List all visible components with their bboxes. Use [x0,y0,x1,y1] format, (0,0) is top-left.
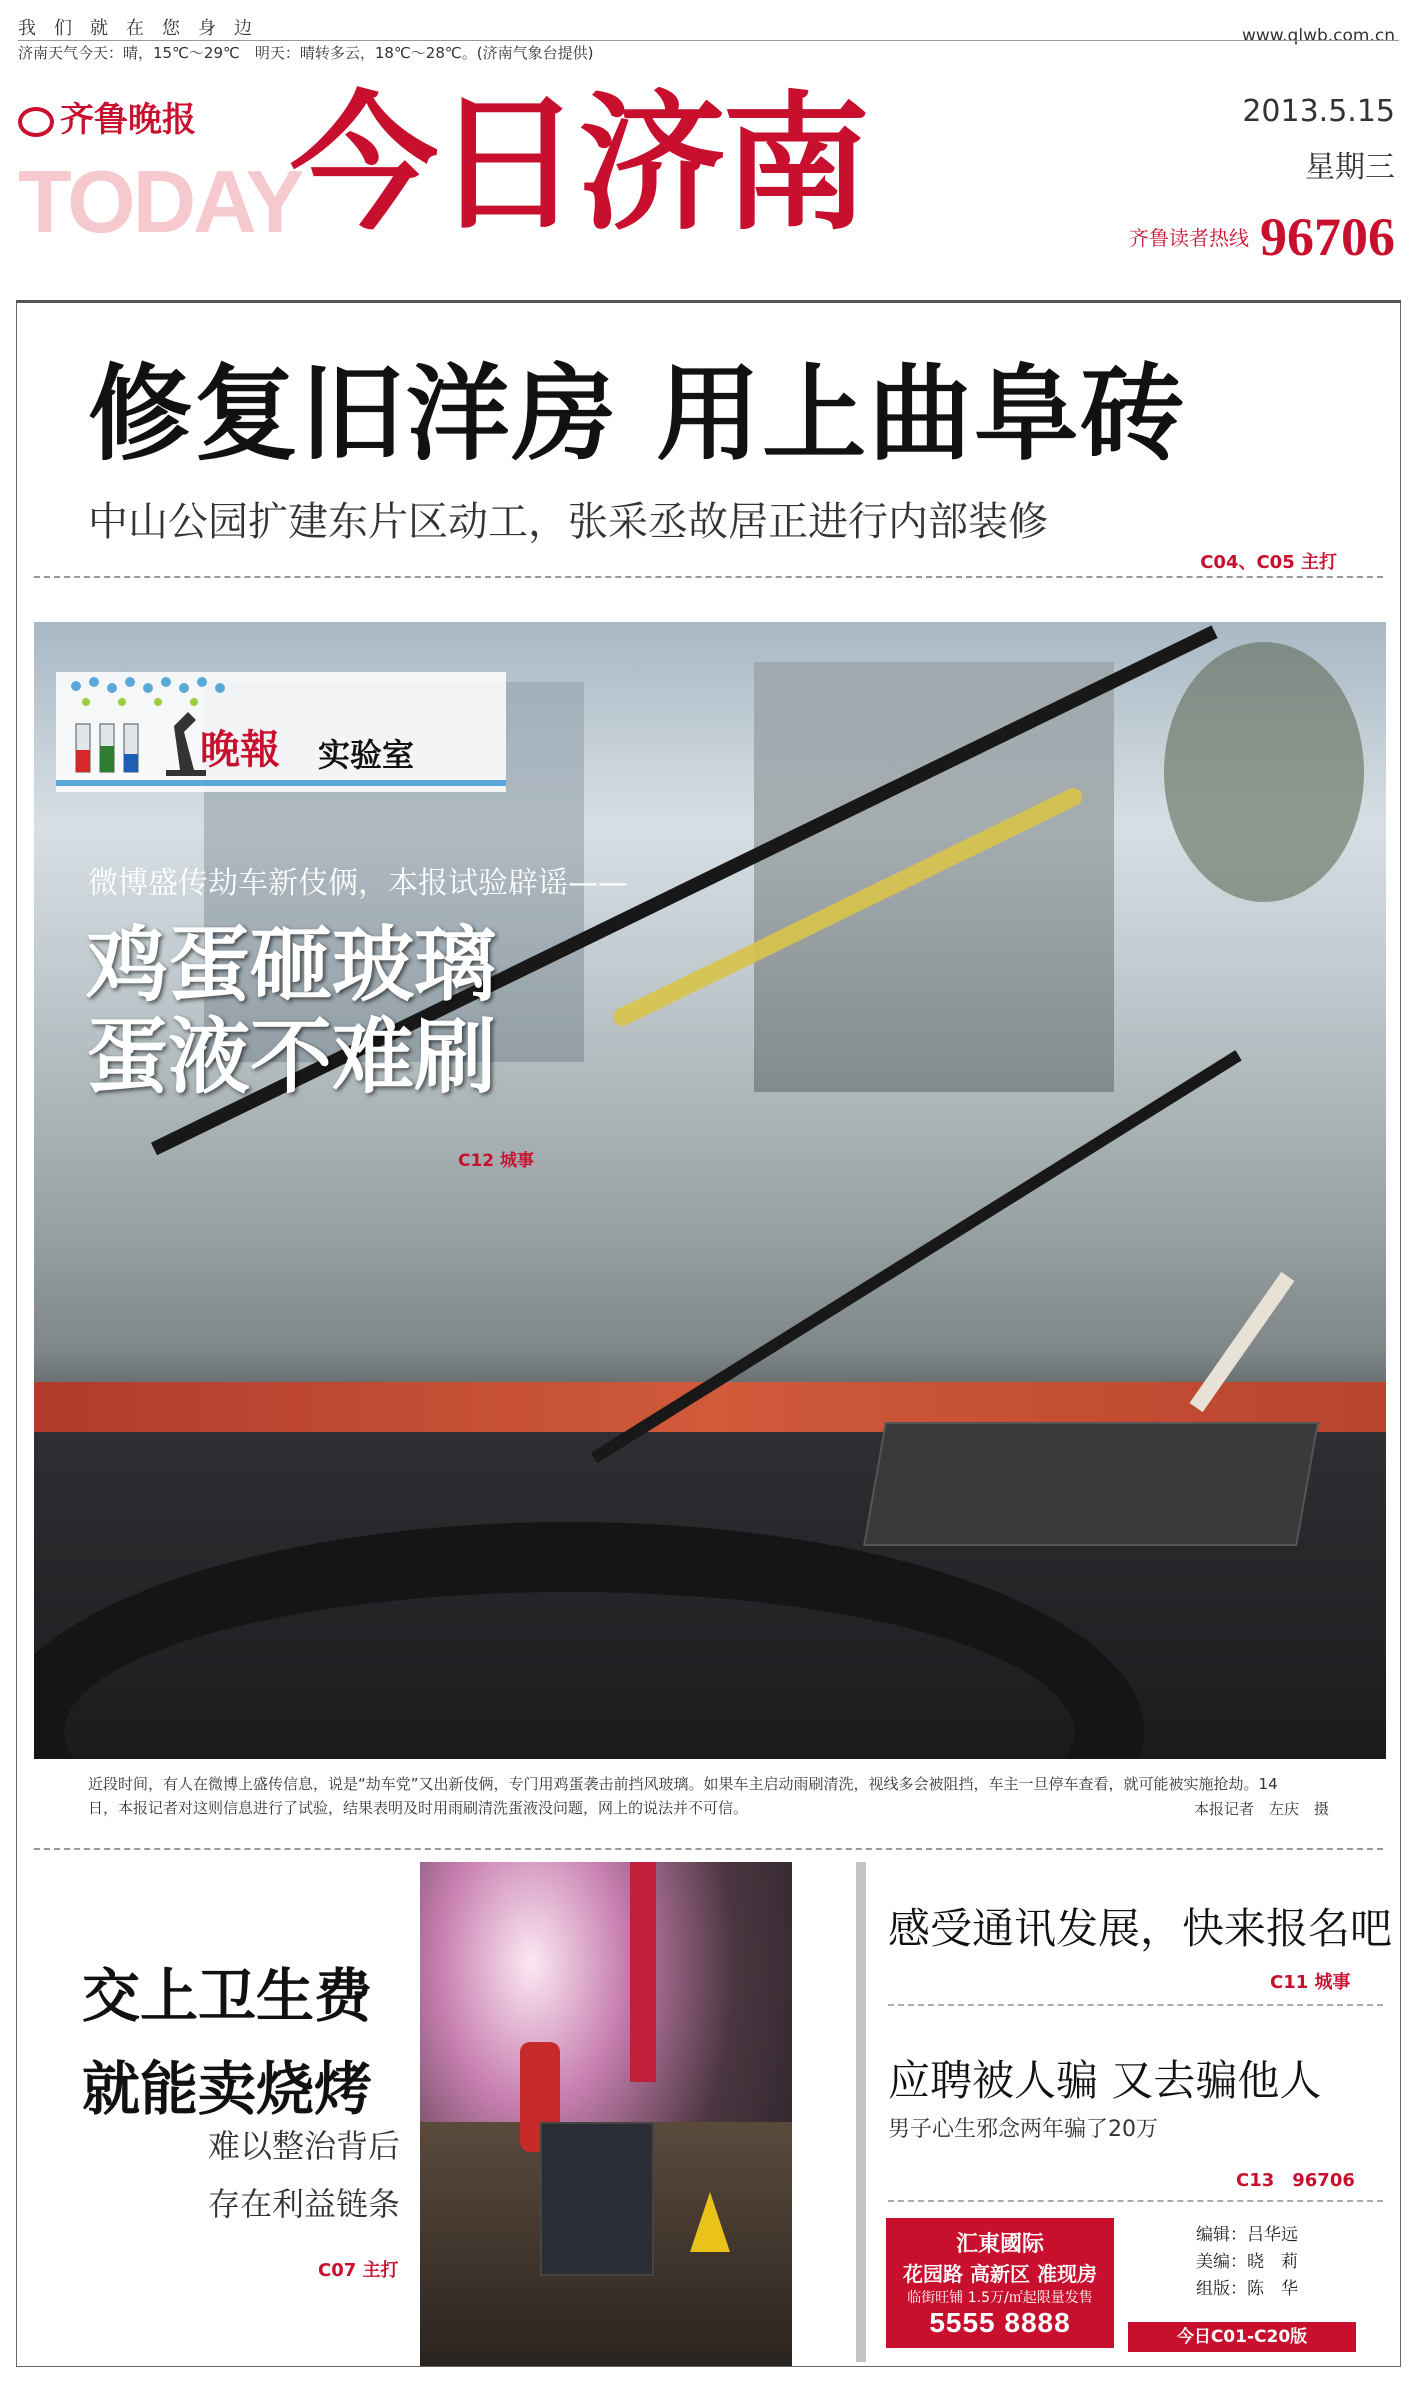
right-divider-1 [888,2004,1383,2006]
bbq-headline-line2: 就能卖烧烤 [82,2054,373,2123]
fraud-subhead: 男子心生邪念两年骗了20万 [888,2117,1158,2142]
feature-headline[interactable] [86,920,496,1104]
ad-brand: 汇東國际 [955,2232,1044,2257]
top-divider [18,40,1399,41]
lead-subhead: 中山公园扩建东片区动工，张采丞故居正进行内部装修 [88,499,1048,545]
pages-badge: 今日C01-C20版 [1128,2322,1356,2352]
today-logo: TODAY [18,152,302,251]
staff-credits [1196,2222,1298,2304]
frame-top-rule [16,300,1401,303]
bbq-subhead-line1: 难以整治背后 [208,2127,401,2165]
fraud-page-ref[interactable]: C13 96706 [1236,2170,1355,2191]
windshield-photo[interactable] [34,622,1386,1759]
photo-dash-mat [863,1422,1319,1546]
fraud-headline[interactable]: 应聘被人骗 又去骗他人 [888,2056,1322,2105]
ad-phone: 5555 8888 [929,2307,1071,2338]
photo-byline: 本报记者 左庆 摄 [1193,1800,1329,1818]
credit-editor: 编辑：吕华远 [1196,2225,1298,2245]
section-divider [34,576,1383,578]
ad-line1: 花园路 高新区 准现房 [903,2262,1097,2286]
ad-line2: 临街旺铺 1.5万/㎡起限量发售 [907,2290,1093,2306]
credit-layout: 组版：陈 华 [1196,2279,1298,2300]
photo-building-right [754,662,1114,1092]
photo2-trash-bin [540,2122,654,2276]
right-divider-2 [888,2200,1383,2202]
feature-page-ref[interactable]: C12 城事 [458,1151,535,1171]
issue-weekday: 星期三 [1305,150,1395,185]
hotline-label: 齐鲁读者热线 [1129,226,1249,250]
feature-kicker: 微博盛传劫车新伎俩，本报试验辟谣—— [88,866,628,901]
qilu-wanbao-logo [18,92,196,141]
lab-badge-graphic [56,672,506,792]
photo-tree [1164,642,1364,902]
credit-art: 美编：晓 莉 [1196,2252,1298,2273]
lab-badge-paper: 晚報 [200,726,280,773]
photo-caption: 近段时间，有人在微博上盛传信息，说是“劫车党”又出新伎俩，专门用鸡蛋袭击前挡风玻璃。如果车主启动雨刷清洗，视线多会被阻挡，车主一旦停车查看，就可能被实施抢劫。14日，本报记者对这则信息进行了试验，结果表明及时用雨刷清洗蛋液没问题，网上的说法并不可信。 [88,1775,1278,1817]
bbq-stall-photo[interactable] [420,1862,792,2366]
website-link[interactable]: www.qlwb.com.cn [1242,26,1395,46]
section-divider-2 [34,1848,1383,1850]
bbq-headline[interactable] [82,1950,372,2136]
telecom-page-ref[interactable]: C11 城事 [1270,1972,1351,1993]
masthead-title: 今日济南 [290,78,866,250]
issue-date: 2013.5.15 [1242,94,1395,129]
bbq-headline-line1: 交上卫生费 [82,1962,373,2030]
weather-line: 济南天气今天：晴，15℃～29℃ 明天：晴转多云，18℃～28℃。(济南气象台提供) [18,44,594,62]
bbq-subhead [208,2118,400,2233]
paper-name: 齐鲁晚报 [60,100,196,140]
feature-headline-line1: 鸡蛋砸玻璃 [86,918,497,1013]
right-column-bar [856,1862,866,2362]
bottom-rule [16,2366,1401,2367]
lead-page-ref[interactable]: C04、C05 主打 [1200,552,1337,573]
telecom-headline[interactable]: 感受通讯发展，快来报名吧 [888,1904,1393,1953]
bbq-page-ref[interactable]: C07 主打 [318,2260,399,2281]
real-estate-ad[interactable] [886,2218,1114,2348]
hotline-number: 96706 [1260,207,1395,267]
sun-logo-icon [18,107,54,137]
lab-badge-label: 实验室 [318,736,415,774]
bbq-subhead-line2: 存在利益链条 [208,2184,401,2223]
paper-slogan: 我们就在您身边 [18,18,270,39]
feature-headline-line2: 蛋液不难刷 [86,1009,497,1105]
lead-headline[interactable]: 修复旧洋房 用上曲阜砖 [88,353,1187,475]
photo2-sign-pole [630,1862,656,2082]
